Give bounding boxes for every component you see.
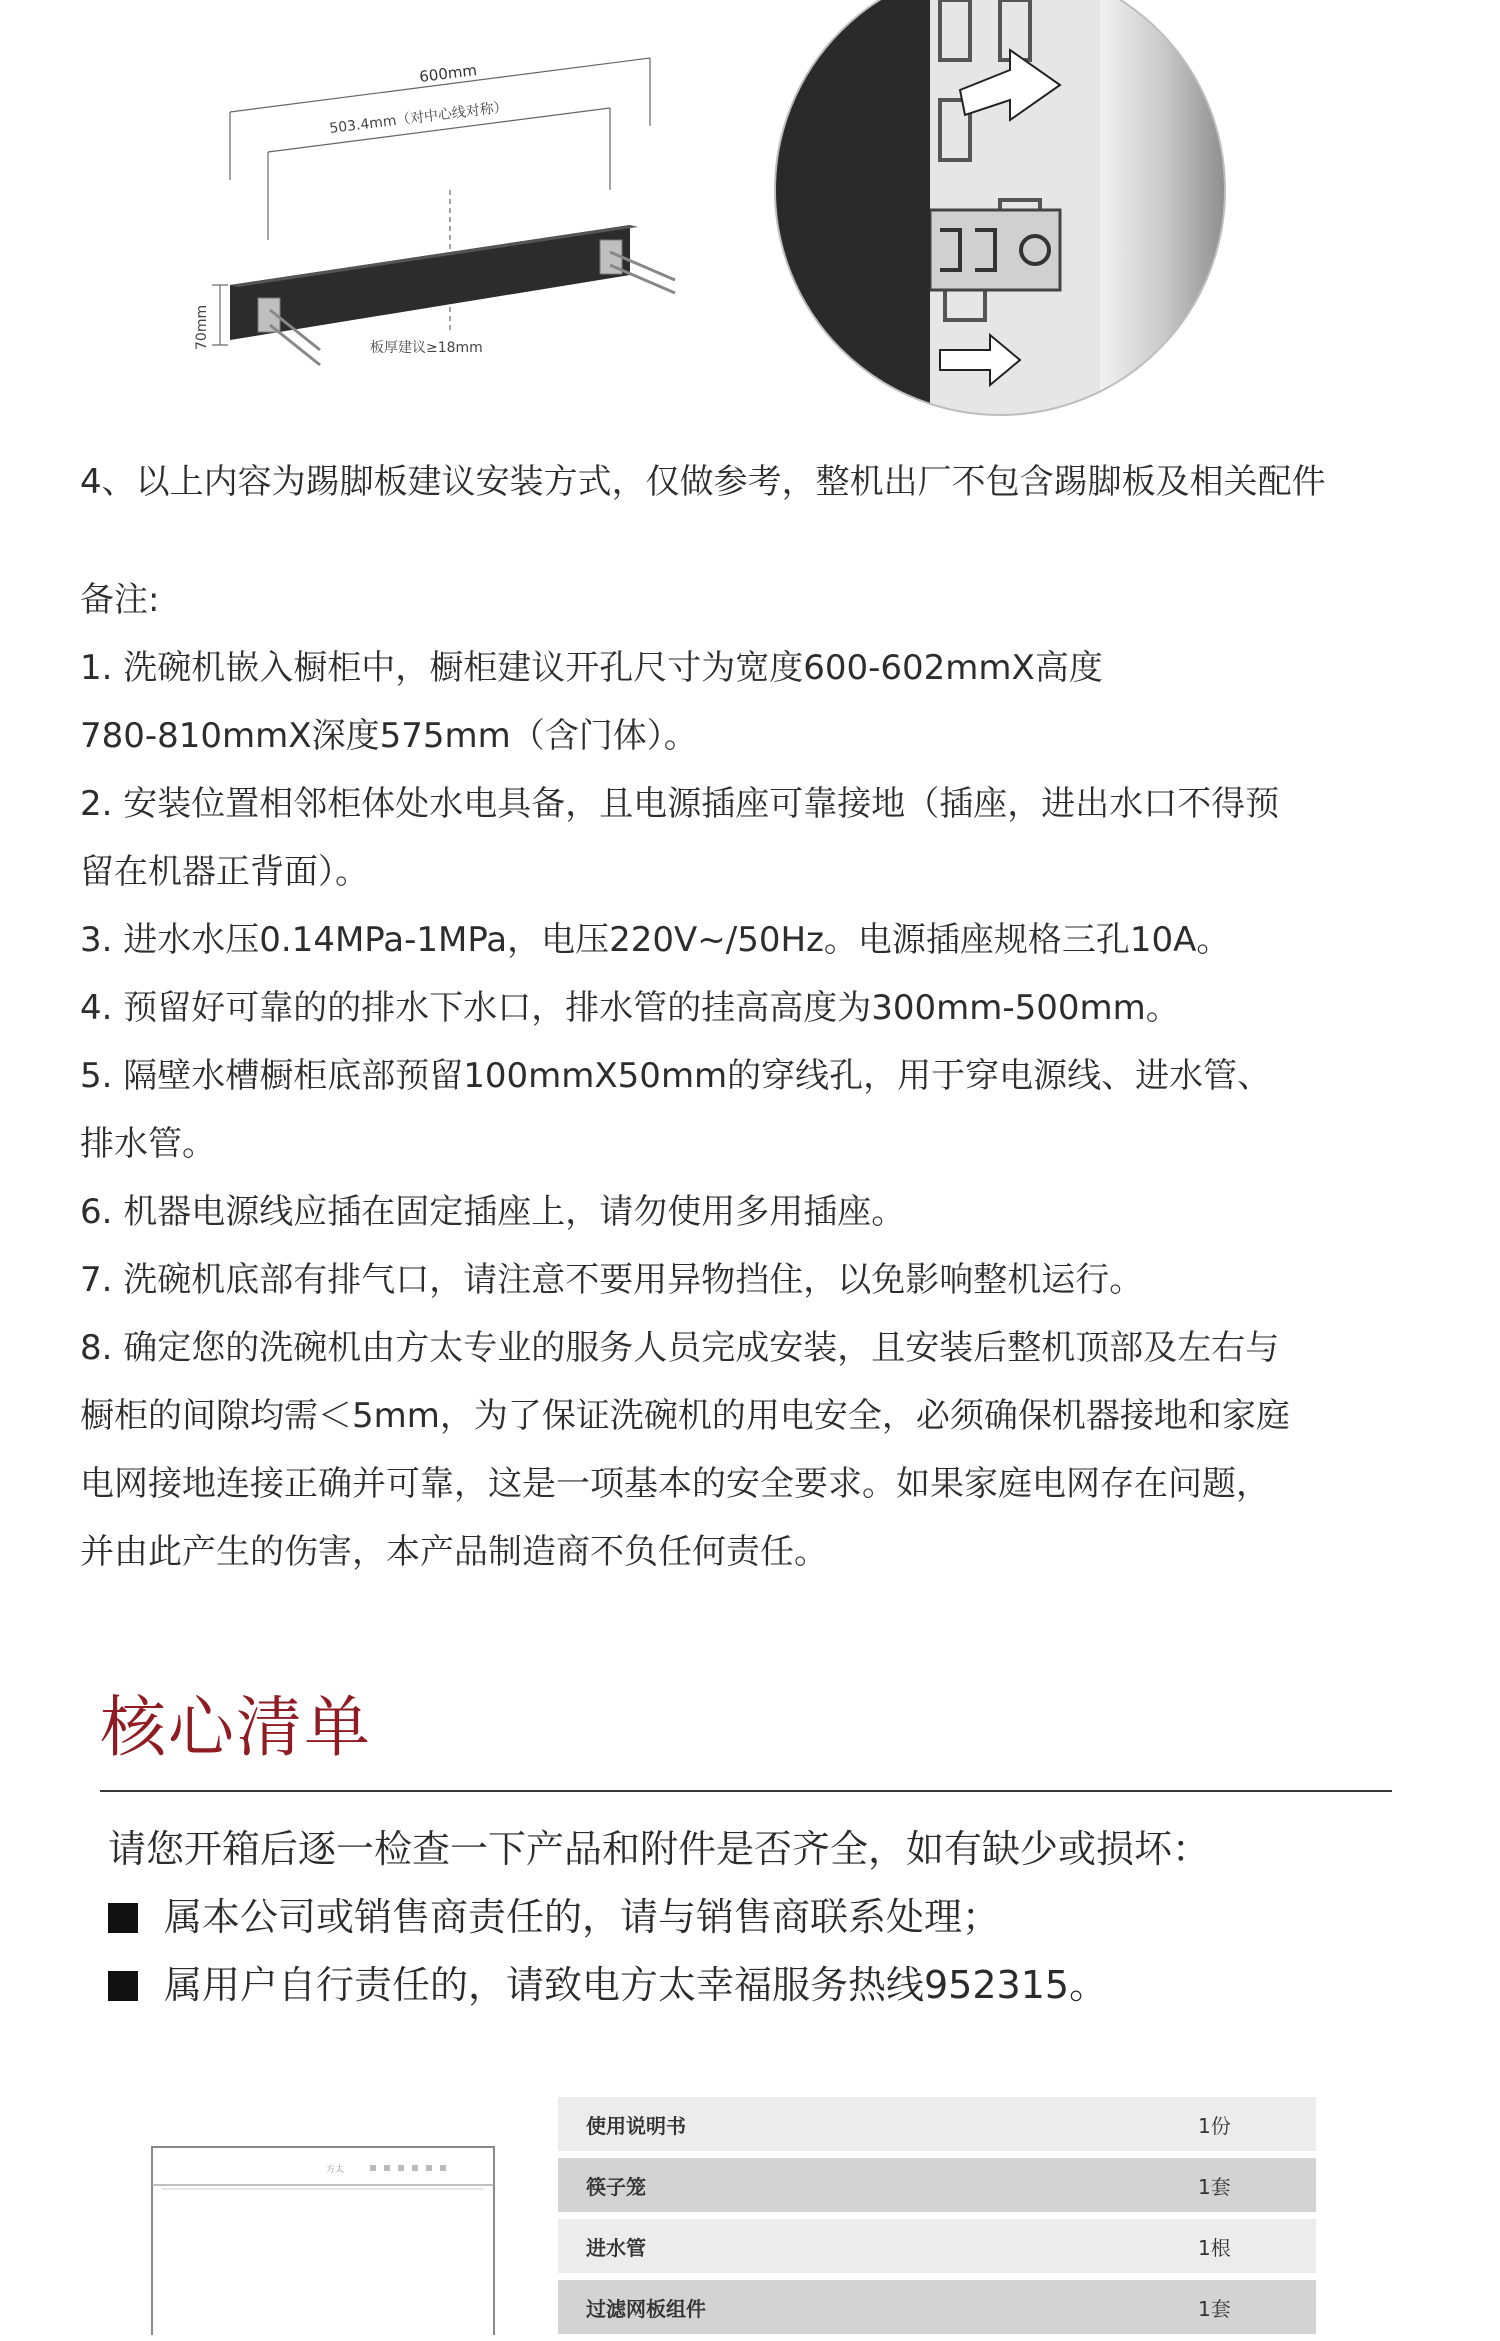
accessory-table (558, 2097, 1316, 2341)
table-row (558, 2280, 1316, 2334)
remark-line: 2. 安装位置相邻柜体处水电具备，且电源插座可靠接地（插座，进出水口不得预 (80, 784, 1280, 824)
table-row (558, 2158, 1316, 2212)
remark-line: 1. 洗碗机嵌入橱柜中，橱柜建议开孔尺寸为宽度600-602mmX高度 (80, 648, 1103, 688)
kickboard-dimension-figure (170, 40, 690, 400)
square-bullet-icon (108, 1971, 138, 2001)
remark-line: 并由此产生的伤害，本产品制造商不负任何责任。 (80, 1532, 828, 1572)
core-list-bullet (108, 1962, 1107, 2008)
core-list-bullet (108, 1894, 1000, 1940)
section-divider (100, 1790, 1392, 1792)
accessory-name: 过滤网板组件 (586, 2296, 706, 2321)
accessory-name: 筷子笼 (586, 2174, 646, 2199)
accessory-qty: 1根 (1198, 2235, 1231, 2260)
remark-line: 电网接地连接正确并可靠，这是一项基本的安全要求。如果家庭电网存在问题， (80, 1464, 1270, 1504)
remark-line: 5. 隔壁水槽橱柜底部预留100mmX50mm的穿线孔，用于穿电源线、进水管、 (80, 1056, 1272, 1096)
table-row (558, 2219, 1316, 2273)
remark-line: 留在机器正背面）。 (80, 852, 369, 892)
remark-line: 排水管。 (80, 1124, 216, 1164)
remark-line: 6. 机器电源线应插在固定插座上，请勿使用多用插座。 (80, 1192, 906, 1232)
dim-center-label: 503.4mm（对中心线对称） (328, 99, 509, 137)
panel-brand-label: 方太 (326, 2165, 345, 2175)
dim-thickness-label: 板厚建议≥18mm (370, 340, 483, 356)
dim-height-label: 70mm (194, 304, 210, 350)
dishwasher-drawing (148, 2145, 498, 2335)
remark-line: 8. 确定您的洗碗机由方太专业的服务人员完成安装，且安装后整机顶部及左右与 (80, 1328, 1280, 1368)
dim-total-label: 600mm (418, 61, 478, 86)
remarks-title: 备注: (80, 580, 160, 620)
accessory-qty: 1套 (1198, 2296, 1231, 2321)
remark-line: 4. 预留好可靠的的排水下水口，排水管的挂高高度为300mm-500mm。 (80, 988, 1180, 1028)
install-note: 4、以上内容为踢脚板建议安装方式，仅做参考，整机出厂不包含踢脚板及相关配件 (80, 462, 1326, 502)
remark-line: 7. 洗碗机底部有排气口，请注意不要用异物挡住，以免影响整机运行。 (80, 1260, 1144, 1300)
square-bullet-icon (108, 1903, 138, 1933)
table-row (558, 2097, 1316, 2151)
core-list-title: 核心清单 (100, 1689, 372, 1766)
core-list-intro: 请您开箱后逐一检查一下产品和附件是否齐全，如有缺少或损坏： (108, 1827, 1211, 1871)
bullet-text: 属用户自行责任的，请致电方太幸福服务热线952315。 (164, 1963, 1108, 2007)
accessory-name: 使用说明书 (586, 2113, 686, 2138)
accessory-qty: 1套 (1198, 2174, 1231, 2199)
remark-line: 3. 进水水压0.14MPa-1MPa，电压220V~/50Hz。电源插座规格三孔10A。 (80, 920, 1231, 960)
bullet-text: 属本公司或销售商责任的，请与销售商联系处理； (164, 1895, 1001, 1939)
accessory-qty: 1份 (1198, 2113, 1231, 2138)
accessory-name: 进水管 (586, 2235, 646, 2260)
kickboard-detail-figure (770, 0, 1230, 420)
remark-line: 橱柜的间隙均需＜5mm，为了保证洗碗机的用电安全，必须确保机器接地和家庭 (80, 1396, 1290, 1436)
remark-line: 780-810mmX深度575mm（含门体）。 (80, 716, 698, 756)
